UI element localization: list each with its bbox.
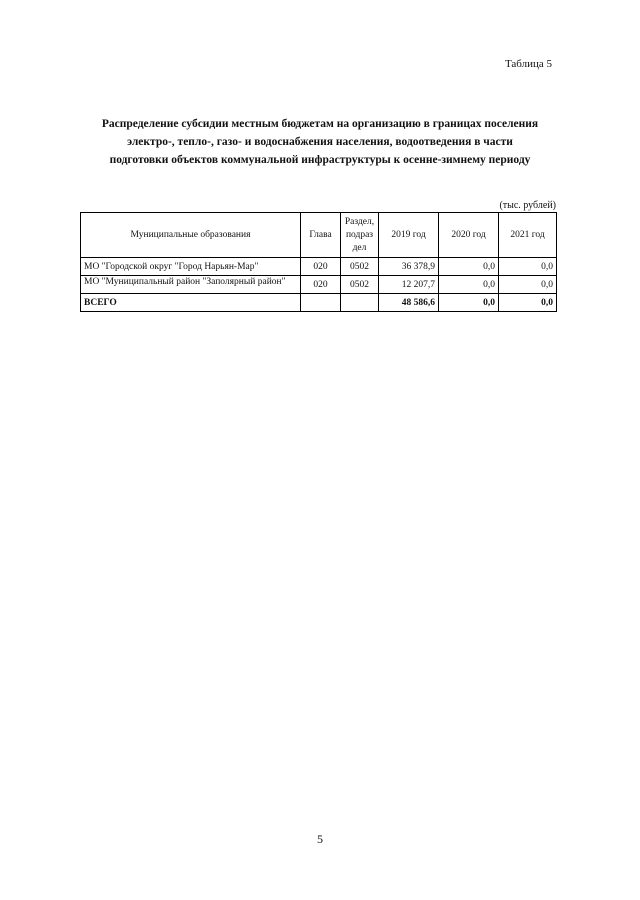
cell-2020: 0,0 xyxy=(439,276,499,294)
total-row xyxy=(81,294,557,312)
table-number: Таблица 5 xyxy=(504,58,552,70)
cell-2021: 0,0 xyxy=(499,276,557,294)
cell-2020: 0,0 xyxy=(439,258,499,276)
municipality-name: МО "Муниципальный район "Заполярный район" xyxy=(84,277,286,287)
cell-section: 0502 xyxy=(341,276,379,294)
table-row xyxy=(81,258,557,276)
cell-section-empty xyxy=(341,294,379,312)
cell-2019: 36 378,9 xyxy=(379,258,439,276)
header-2019: 2019 год xyxy=(379,213,439,258)
title-line: Распределение субсидии местным бюджетам на организацию в границах поселения xyxy=(101,118,539,130)
units-label: (тыс. рублей) xyxy=(499,200,556,211)
title-line: электро-, тепло-, газо- и водоснабжения населения, водоотведения в части xyxy=(127,136,513,148)
total-label: ВСЕГО xyxy=(81,294,301,312)
cell-municipality: МО "Городской округ "Город Нарьян-Мар" xyxy=(81,258,301,276)
total-2019: 48 586,6 xyxy=(379,294,439,312)
cell-2019: 12 207,7 xyxy=(379,276,439,294)
cell-section: 0502 xyxy=(341,258,379,276)
header-2021: 2021 год xyxy=(499,213,557,258)
cell-chapter: 020 xyxy=(301,258,341,276)
header-section: Раздел, подраз дел xyxy=(341,213,379,258)
cell-chapter: 020 xyxy=(301,276,341,294)
subsidy-table xyxy=(80,212,557,312)
table-header-row xyxy=(81,213,557,258)
document-title xyxy=(60,115,580,169)
total-2020: 0,0 xyxy=(439,294,499,312)
cell-2021: 0,0 xyxy=(499,258,557,276)
total-2021: 0,0 xyxy=(499,294,557,312)
cell-municipality xyxy=(81,276,301,294)
cell-chapter-empty xyxy=(301,294,341,312)
header-chapter: Глава xyxy=(301,213,341,258)
header-2020: 2020 год xyxy=(439,213,499,258)
table-row xyxy=(81,276,557,294)
header-municipality: Муниципальные образования xyxy=(81,213,301,258)
title-line: подготовки объектов коммунальной инфраструктуры к осенне-зимнему периоду xyxy=(109,154,531,166)
page-number: 5 xyxy=(317,832,323,846)
